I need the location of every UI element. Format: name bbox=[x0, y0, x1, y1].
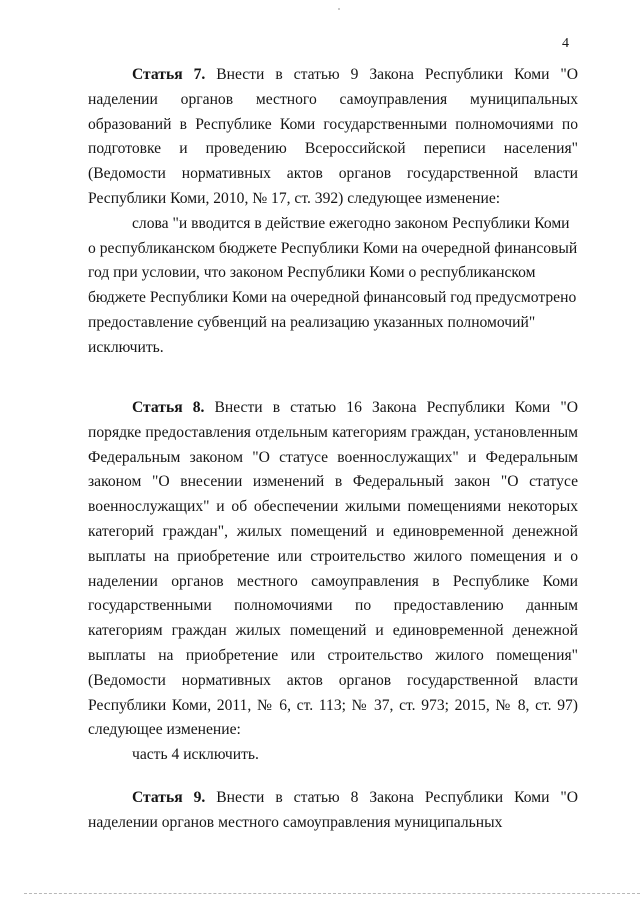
article-7-change bbox=[88, 212, 578, 361]
article-7-section bbox=[88, 63, 578, 361]
article-8-heading: Статья 8. bbox=[132, 399, 205, 416]
page-number: 4 bbox=[562, 36, 569, 51]
article-8-paragraph bbox=[88, 396, 578, 743]
article-8-change-text: часть 4 исключить. bbox=[132, 746, 259, 764]
article-9-paragraph bbox=[88, 786, 578, 836]
article-8-change bbox=[88, 743, 578, 768]
article-8-intro: Внести в статью 16 Закона Республики Коми "О порядке предоставления отдельным категориям граждан, установленным Федеральным законом "О статусе военнослужащих" и Федеральным законом "О внесении изменений в Федеральный закон "О статусе военнослужащих" и об обеспечении жилыми помещениями некоторых категорий граждан", жилых помещений и единовременной денежной выплаты на приобретение или строительство жилого помещения и о наделении органов местного самоуправления в Республике Коми государственными полномочиями по предоставлению данным категориям граждан жилых помещений и единовременной денежной выплаты на приобретение или строительство жилого помещения" (Ведомости нормативных актов органов государственной власти Республики Коми, 2011, № 6, ст. 113; № 37, ст. 973; 2015, № 8, ст. 97) следующее изменение: bbox=[88, 399, 578, 739]
scan-edge-line bbox=[24, 893, 640, 894]
article-7-change-text: слова "и вводится в действие ежегодно законом Республики Коми о республиканском бюджете Республики Коми на очередной финансовый год при условии, что законом Республики Коми о республиканском бюджете Республики Коми на очередной финансовый год предусмотрено предоставление субвенций на реализацию указанных полномочий" исключить. bbox=[88, 214, 578, 356]
article-9-section bbox=[88, 786, 578, 836]
article-9-intro: Внести в статью 8 Закона Республики Коми "О наделении органов местного самоуправления муниципальных bbox=[88, 789, 578, 831]
article-8-section bbox=[88, 396, 578, 768]
article-7-paragraph bbox=[88, 63, 578, 212]
article-9-heading: Статья 9. bbox=[132, 789, 206, 806]
article-7-heading: Статья 7. bbox=[132, 66, 206, 83]
scan-artifact bbox=[338, 8, 340, 10]
article-7-intro: Внести в статью 9 Закона Республики Коми "О наделении органов местного самоуправления муниципальных образований в Республике Коми государственными полномочиями по подготовке и проведению Всероссийской переписи населения" (Ведомости нормативных актов органов государственной власти Республики Коми, 2010, № 17, ст. 392) следующее изменение: bbox=[88, 66, 578, 207]
